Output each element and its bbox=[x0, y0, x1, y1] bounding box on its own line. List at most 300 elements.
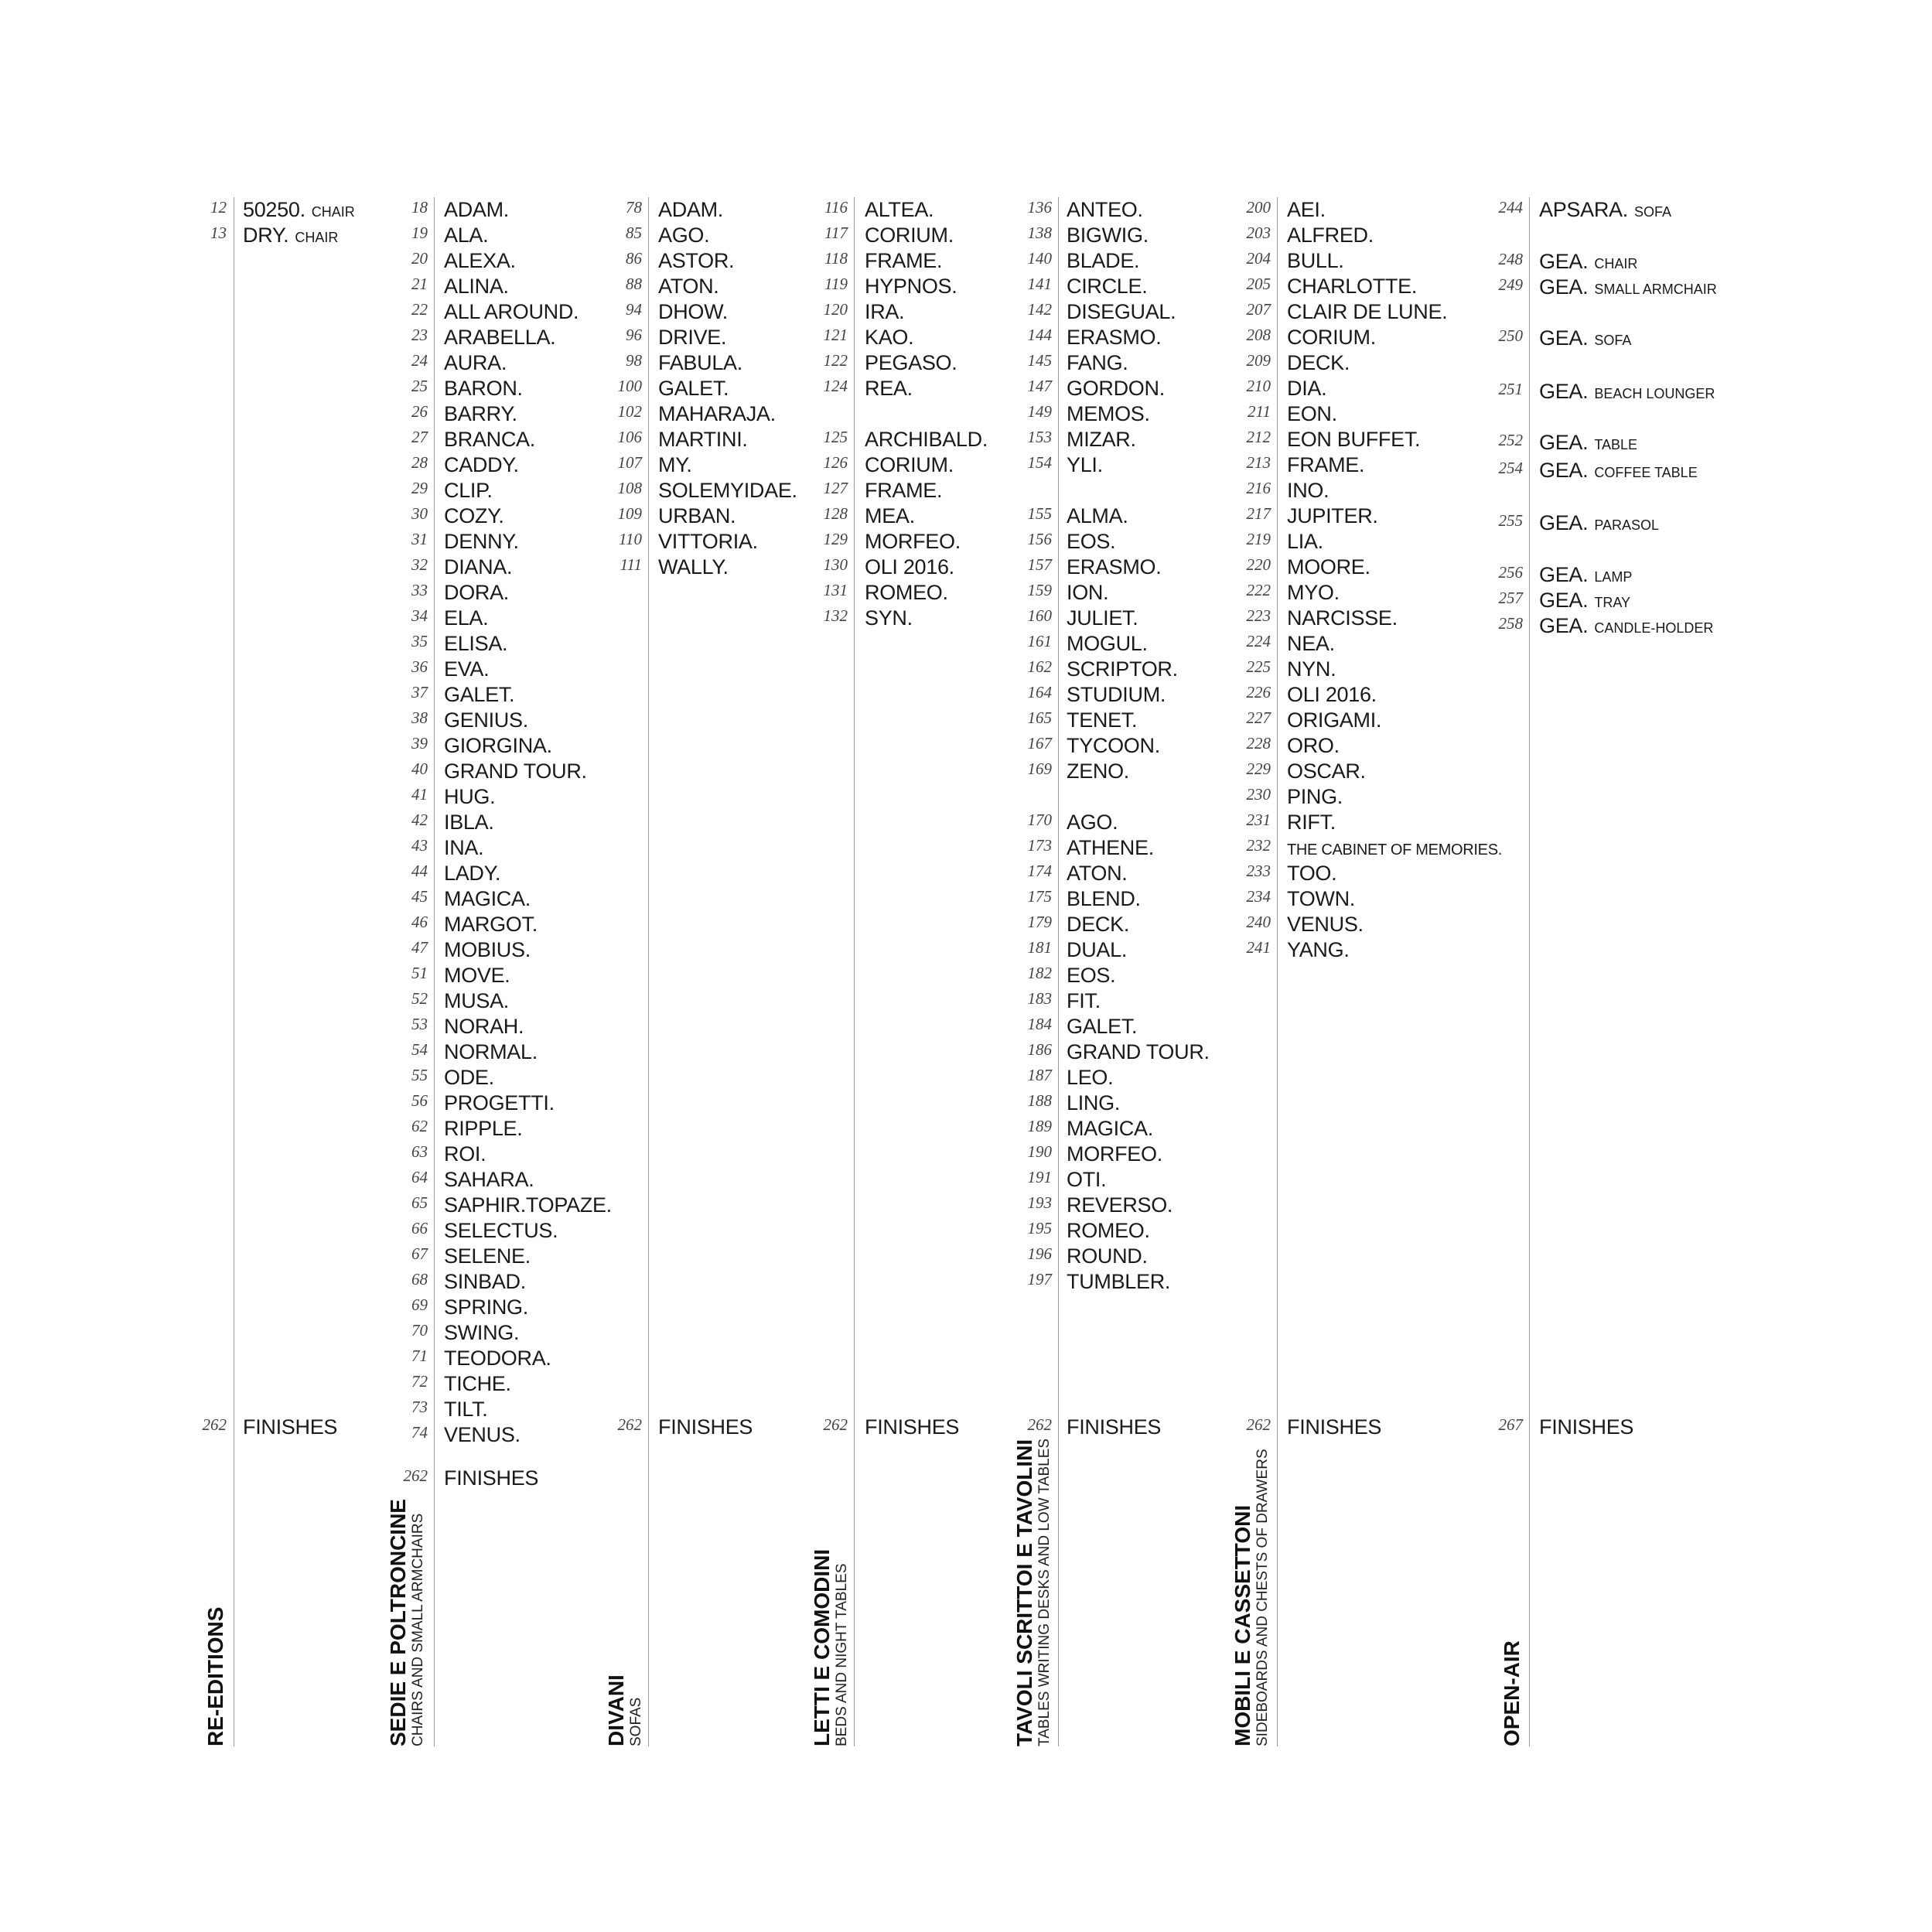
index-entry[interactable] bbox=[444, 784, 495, 810]
index-entry[interactable] bbox=[444, 1346, 551, 1371]
index-entry[interactable] bbox=[1067, 733, 1160, 759]
index-entry[interactable] bbox=[1067, 708, 1137, 733]
entry-type: LAMP bbox=[1594, 569, 1633, 585]
index-entry[interactable] bbox=[444, 1142, 486, 1167]
index-entry[interactable] bbox=[444, 708, 528, 733]
index-entry[interactable] bbox=[444, 1091, 555, 1116]
index-entry[interactable] bbox=[1287, 478, 1329, 503]
page-number: 157 bbox=[1027, 555, 1052, 574]
index-entry[interactable] bbox=[1287, 452, 1364, 478]
entry-name: OLI 2016. bbox=[1287, 683, 1377, 706]
index-entry[interactable] bbox=[658, 325, 726, 350]
page-number: 187 bbox=[1027, 1066, 1052, 1084]
index-entry[interactable] bbox=[444, 1422, 521, 1448]
index-entry[interactable] bbox=[658, 452, 692, 478]
section-title: MOBILI E CASSETTONI bbox=[1231, 1504, 1254, 1746]
index-entry[interactable] bbox=[444, 682, 514, 708]
index-entry[interactable] bbox=[658, 223, 709, 248]
page-number: 117 bbox=[824, 224, 848, 242]
index-entry[interactable] bbox=[444, 1065, 494, 1091]
index-entry[interactable] bbox=[865, 223, 954, 248]
index-entry[interactable] bbox=[1287, 759, 1366, 784]
entry-name: URBAN. bbox=[658, 504, 736, 527]
entry-name: MARTINI. bbox=[658, 428, 748, 451]
entry-name: ARABELLA. bbox=[444, 326, 556, 349]
entry-name: GIORGINA. bbox=[444, 734, 552, 757]
index-entry[interactable] bbox=[1287, 350, 1350, 376]
index-entry[interactable] bbox=[1067, 1244, 1148, 1269]
page-number: 120 bbox=[823, 300, 848, 319]
entry-name: SPRING. bbox=[444, 1295, 528, 1319]
index-entry[interactable] bbox=[1287, 784, 1343, 810]
index-entry[interactable] bbox=[1287, 197, 1326, 223]
index-entry[interactable] bbox=[1539, 197, 1671, 225]
entry-name: LIA. bbox=[1287, 530, 1323, 553]
page-number: 85 bbox=[626, 224, 642, 242]
index-entry[interactable] bbox=[1067, 350, 1128, 376]
entry-name: GENIUS. bbox=[444, 708, 528, 732]
page-number: 173 bbox=[1027, 836, 1052, 855]
index-entry[interactable] bbox=[444, 1244, 531, 1269]
section-title: DIVANI bbox=[604, 1674, 628, 1746]
index-entry[interactable] bbox=[444, 1167, 534, 1193]
index-entry[interactable] bbox=[444, 1218, 558, 1244]
page-number: 142 bbox=[1027, 300, 1052, 319]
page-number: 21 bbox=[411, 275, 428, 293]
index-entry[interactable] bbox=[658, 197, 723, 223]
entry-name: GEA. bbox=[1539, 431, 1589, 454]
index-entry[interactable] bbox=[865, 427, 988, 452]
page-number: 181 bbox=[1027, 938, 1052, 957]
index-entry[interactable] bbox=[1067, 886, 1141, 912]
entry-name: ADAM. bbox=[444, 198, 510, 221]
page-number: 46 bbox=[411, 913, 428, 931]
finishes-entry[interactable]: FINISHES bbox=[444, 1466, 539, 1490]
entry-type: BEACH LOUNGER bbox=[1594, 386, 1715, 401]
column-divider bbox=[434, 197, 435, 1746]
entry-name: ORO. bbox=[1287, 734, 1340, 757]
page-number: 51 bbox=[411, 964, 428, 982]
index-entry[interactable] bbox=[444, 988, 509, 1014]
index-entry[interactable] bbox=[658, 350, 742, 376]
page-number: 65 bbox=[411, 1193, 428, 1212]
entry-name: BARON. bbox=[444, 377, 523, 400]
index-entry[interactable] bbox=[444, 631, 507, 657]
index-entry[interactable] bbox=[1067, 657, 1178, 682]
index-entry[interactable] bbox=[865, 452, 954, 478]
finishes-entry[interactable]: FINISHES bbox=[865, 1415, 960, 1439]
index-entry[interactable] bbox=[1067, 1142, 1162, 1167]
entry-name: LING. bbox=[1067, 1091, 1121, 1114]
index-entry[interactable] bbox=[1067, 427, 1136, 452]
entry-name: NEA. bbox=[1287, 632, 1335, 655]
entry-name: SELECTUS. bbox=[444, 1219, 558, 1242]
index-entry[interactable] bbox=[1539, 430, 1637, 458]
index-entry[interactable] bbox=[444, 529, 519, 555]
page-number: 88 bbox=[626, 275, 642, 293]
entry-name: FRAME. bbox=[865, 479, 943, 502]
index-entry[interactable] bbox=[1067, 1269, 1170, 1295]
page-number: 210 bbox=[1246, 377, 1271, 395]
page-number: 33 bbox=[411, 581, 428, 599]
index-entry[interactable] bbox=[1067, 912, 1129, 937]
index-entry[interactable] bbox=[658, 376, 729, 401]
entry-type: SOFA bbox=[1594, 333, 1632, 348]
page-number: 252 bbox=[1498, 431, 1523, 449]
index-entry[interactable] bbox=[865, 580, 948, 606]
index-entry[interactable] bbox=[865, 606, 913, 631]
page-number: 42 bbox=[411, 811, 428, 829]
index-entry[interactable] bbox=[1287, 708, 1381, 733]
index-entry[interactable] bbox=[865, 274, 957, 299]
page-number: 248 bbox=[1498, 250, 1523, 268]
index-entry[interactable] bbox=[444, 937, 531, 963]
index-entry[interactable] bbox=[444, 1116, 522, 1142]
index-entry[interactable] bbox=[444, 1193, 612, 1218]
page-number: 230 bbox=[1246, 785, 1271, 804]
page-number: 256 bbox=[1498, 563, 1523, 582]
page-number: 54 bbox=[411, 1040, 428, 1059]
entry-name: WALLY. bbox=[658, 555, 729, 579]
index-entry[interactable] bbox=[1067, 1014, 1137, 1039]
index-entry[interactable] bbox=[865, 248, 942, 274]
entry-name: CORIUM. bbox=[865, 453, 954, 476]
index-entry[interactable] bbox=[444, 427, 535, 452]
index-entry[interactable] bbox=[1287, 555, 1370, 580]
index-entry[interactable] bbox=[444, 223, 488, 248]
entry-name: EVA. bbox=[444, 657, 490, 681]
index-entry[interactable] bbox=[1067, 1116, 1153, 1142]
index-entry[interactable] bbox=[1539, 326, 1631, 353]
index-entry[interactable] bbox=[865, 376, 913, 401]
index-entry[interactable] bbox=[1067, 1065, 1113, 1091]
index-entry[interactable] bbox=[1067, 274, 1147, 299]
entry-name: YLI. bbox=[1067, 453, 1103, 476]
index-entry[interactable] bbox=[1067, 988, 1101, 1014]
page-number: 34 bbox=[411, 606, 428, 625]
index-entry[interactable] bbox=[1067, 248, 1139, 274]
index-entry[interactable] bbox=[444, 555, 512, 580]
index-entry[interactable] bbox=[1067, 529, 1115, 555]
page-number: 96 bbox=[626, 326, 642, 344]
index-entry[interactable] bbox=[1067, 963, 1115, 988]
entry-name: BULL. bbox=[1287, 249, 1344, 272]
finishes-entry[interactable]: FINISHES bbox=[1287, 1415, 1382, 1439]
index-entry[interactable] bbox=[1067, 299, 1176, 325]
page-number: 62 bbox=[411, 1117, 428, 1135]
page-number: 26 bbox=[411, 402, 428, 421]
entry-name: OLI 2016. bbox=[865, 555, 954, 579]
index-entry[interactable] bbox=[658, 503, 736, 529]
index-entry[interactable] bbox=[444, 197, 509, 223]
page-number: 234 bbox=[1246, 887, 1271, 906]
index-entry[interactable] bbox=[1067, 223, 1149, 248]
finishes-entry[interactable]: FINISHES bbox=[658, 1415, 753, 1439]
index-entry[interactable] bbox=[1287, 299, 1447, 325]
page-number: 29 bbox=[411, 479, 428, 497]
page-number: 55 bbox=[411, 1066, 428, 1084]
index-entry[interactable] bbox=[1067, 1193, 1173, 1218]
page-number: 107 bbox=[617, 453, 642, 472]
entry-name: DISEGUAL. bbox=[1067, 300, 1176, 323]
entry-name: AGO. bbox=[658, 224, 710, 247]
index-entry[interactable] bbox=[1067, 376, 1165, 401]
entry-type: COFFEE TABLE bbox=[1594, 465, 1698, 480]
page-number: 154 bbox=[1027, 453, 1052, 472]
entry-name: DRIVE. bbox=[658, 326, 727, 349]
entry-name: AURA. bbox=[444, 351, 507, 374]
index-entry[interactable] bbox=[243, 223, 338, 251]
index-entry[interactable] bbox=[1287, 401, 1337, 427]
page-number: 222 bbox=[1246, 581, 1271, 599]
index-entry[interactable] bbox=[444, 810, 494, 835]
page-number: 20 bbox=[411, 249, 428, 268]
entry-name: ROMEO. bbox=[1067, 1219, 1150, 1242]
page-number: 94 bbox=[626, 300, 642, 319]
page-number: 174 bbox=[1027, 862, 1052, 880]
entry-name: DENNY. bbox=[444, 530, 519, 553]
index-entry[interactable] bbox=[1287, 682, 1377, 708]
index-entry[interactable] bbox=[865, 197, 934, 223]
index-entry[interactable] bbox=[1287, 223, 1374, 248]
index-entry[interactable] bbox=[1067, 1167, 1106, 1193]
index-entry[interactable] bbox=[658, 555, 729, 580]
index-entry[interactable] bbox=[444, 606, 488, 631]
index-entry[interactable] bbox=[444, 912, 538, 937]
index-entry[interactable] bbox=[865, 299, 904, 325]
index-entry[interactable] bbox=[1067, 555, 1161, 580]
index-entry[interactable] bbox=[444, 1397, 488, 1422]
index-entry[interactable] bbox=[658, 427, 748, 452]
index-entry[interactable] bbox=[444, 299, 579, 325]
index-entry[interactable] bbox=[1067, 325, 1161, 350]
index-entry[interactable] bbox=[1287, 248, 1344, 274]
entry-name: YANG. bbox=[1287, 938, 1350, 961]
entry-name: DIANA. bbox=[444, 555, 513, 579]
index-entry[interactable] bbox=[1287, 657, 1336, 682]
entry-name: SAPHIR.TOPAZE. bbox=[444, 1193, 612, 1217]
index-entry[interactable] bbox=[1287, 912, 1364, 937]
index-entry[interactable] bbox=[1287, 376, 1326, 401]
index-entry[interactable] bbox=[1287, 835, 1502, 863]
index-entry[interactable] bbox=[1287, 427, 1420, 452]
index-entry[interactable] bbox=[865, 529, 961, 555]
index-entry[interactable] bbox=[1287, 886, 1355, 912]
index-entry[interactable] bbox=[1287, 631, 1335, 657]
index-entry[interactable] bbox=[1067, 580, 1108, 606]
index-entry[interactable] bbox=[658, 274, 719, 299]
index-entry[interactable] bbox=[1287, 810, 1336, 835]
index-entry[interactable] bbox=[658, 248, 734, 274]
page-number: 144 bbox=[1027, 326, 1052, 344]
page-number: 64 bbox=[411, 1168, 428, 1186]
index-entry[interactable] bbox=[1067, 937, 1127, 963]
index-entry[interactable] bbox=[444, 376, 523, 401]
page-number: 233 bbox=[1246, 862, 1271, 880]
index-entry[interactable] bbox=[444, 452, 519, 478]
entry-name: GEA. bbox=[1539, 614, 1589, 637]
entry-name: FIT. bbox=[1067, 989, 1101, 1012]
index-entry[interactable] bbox=[1287, 733, 1340, 759]
index-entry[interactable] bbox=[444, 580, 509, 606]
page-number: 68 bbox=[411, 1270, 428, 1289]
entry-name: THE CABINET OF MEMORIES. bbox=[1287, 841, 1503, 858]
index-entry[interactable] bbox=[1287, 606, 1398, 631]
page-number: 240 bbox=[1246, 913, 1271, 931]
index-entry[interactable] bbox=[658, 529, 758, 555]
finishes-entry[interactable]: FINISHES bbox=[243, 1415, 338, 1439]
entry-name: TOO. bbox=[1287, 862, 1337, 885]
index-entry[interactable] bbox=[1539, 379, 1715, 407]
index-entry[interactable] bbox=[1067, 606, 1138, 631]
index-entry[interactable] bbox=[444, 274, 509, 299]
index-entry[interactable] bbox=[444, 657, 489, 682]
index-entry[interactable] bbox=[444, 1014, 524, 1039]
index-entry[interactable] bbox=[1067, 401, 1150, 427]
entry-name: DUAL. bbox=[1067, 938, 1128, 961]
page-number: 74 bbox=[411, 1423, 428, 1442]
page-number: 216 bbox=[1246, 479, 1271, 497]
page-number: 100 bbox=[617, 377, 642, 395]
page-number: 161 bbox=[1027, 632, 1052, 650]
index-entry[interactable] bbox=[658, 478, 797, 503]
index-entry[interactable] bbox=[1287, 325, 1376, 350]
index-entry[interactable] bbox=[444, 401, 517, 427]
index-entry[interactable] bbox=[1539, 275, 1717, 302]
index-entry[interactable] bbox=[1539, 510, 1659, 538]
index-entry[interactable] bbox=[444, 835, 483, 861]
page-number: 159 bbox=[1027, 581, 1052, 599]
index-entry[interactable] bbox=[444, 503, 504, 529]
index-entry[interactable] bbox=[444, 350, 507, 376]
page-number: 35 bbox=[411, 632, 428, 650]
index-entry[interactable] bbox=[1067, 1218, 1150, 1244]
index-entry[interactable] bbox=[444, 1295, 528, 1320]
index-entry[interactable] bbox=[658, 401, 776, 427]
index-entry[interactable] bbox=[444, 1320, 519, 1346]
index-entry[interactable] bbox=[1067, 452, 1103, 478]
index-entry[interactable] bbox=[1539, 562, 1632, 590]
finishes-entry[interactable]: FINISHES bbox=[1067, 1415, 1162, 1439]
page-number: 125 bbox=[823, 428, 848, 446]
page-number: 228 bbox=[1246, 734, 1271, 753]
page-number: 63 bbox=[411, 1142, 428, 1161]
index-entry[interactable] bbox=[1067, 835, 1154, 861]
page-number: 164 bbox=[1027, 683, 1052, 701]
index-entry[interactable] bbox=[1287, 937, 1350, 963]
entry-name: STUDIUM. bbox=[1067, 683, 1166, 706]
entry-name: ZENO. bbox=[1067, 759, 1130, 783]
page-number: 189 bbox=[1027, 1117, 1052, 1135]
entry-name: ANTEO. bbox=[1067, 198, 1143, 221]
entry-name: CLAIR DE LUNE. bbox=[1287, 300, 1448, 323]
index-entry[interactable] bbox=[1067, 682, 1166, 708]
index-entry[interactable] bbox=[865, 555, 954, 580]
finishes-entry[interactable]: FINISHES bbox=[1539, 1415, 1634, 1439]
page-number: 108 bbox=[617, 479, 642, 497]
index-entry[interactable] bbox=[658, 299, 728, 325]
entry-name: EON. bbox=[1287, 402, 1337, 425]
page-number: 211 bbox=[1248, 402, 1271, 421]
index-entry[interactable] bbox=[444, 325, 555, 350]
index-entry[interactable] bbox=[1067, 503, 1128, 529]
index-entry[interactable] bbox=[865, 478, 942, 503]
index-entry[interactable] bbox=[1067, 197, 1143, 223]
page-number: 145 bbox=[1027, 351, 1052, 370]
page-number: 207 bbox=[1246, 300, 1271, 319]
entry-name: MARGOT. bbox=[444, 913, 538, 936]
index-entry[interactable] bbox=[444, 248, 516, 274]
index-entry[interactable] bbox=[444, 733, 552, 759]
entry-name: EOS. bbox=[1067, 964, 1116, 987]
entry-name: SYN. bbox=[865, 606, 913, 630]
entry-name: ALINA. bbox=[444, 275, 509, 298]
index-entry[interactable] bbox=[1539, 588, 1630, 616]
entry-name: GEA. bbox=[1539, 250, 1589, 273]
index-entry[interactable] bbox=[865, 503, 915, 529]
index-entry[interactable] bbox=[1067, 631, 1148, 657]
index-entry[interactable] bbox=[444, 963, 510, 988]
index-entry[interactable] bbox=[444, 1269, 526, 1295]
column-divider bbox=[854, 197, 855, 1746]
index-entry[interactable] bbox=[444, 759, 587, 784]
entry-name: SAHARA. bbox=[444, 1168, 534, 1191]
entry-name: CHARLOTTE. bbox=[1287, 275, 1418, 298]
index-entry[interactable] bbox=[1067, 1091, 1120, 1116]
index-entry[interactable] bbox=[1287, 503, 1378, 529]
section-title: SEDIE E POLTRONCINE bbox=[386, 1499, 410, 1746]
index-entry[interactable] bbox=[1287, 580, 1340, 606]
entry-name: GRAND TOUR. bbox=[1067, 1040, 1210, 1063]
entry-name: ARCHIBALD. bbox=[865, 428, 988, 451]
index-entry[interactable] bbox=[865, 325, 913, 350]
index-entry[interactable] bbox=[444, 1371, 511, 1397]
entry-name: FABULA. bbox=[658, 351, 742, 374]
index-entry[interactable] bbox=[444, 886, 531, 912]
index-entry[interactable] bbox=[444, 861, 500, 886]
finishes-page-number: 262 bbox=[403, 1466, 428, 1485]
index-entry[interactable] bbox=[1067, 810, 1118, 835]
index-entry[interactable] bbox=[1287, 529, 1323, 555]
page-number: 131 bbox=[823, 581, 848, 599]
index-entry[interactable] bbox=[243, 197, 355, 225]
index-entry[interactable] bbox=[1067, 759, 1129, 784]
entry-name: EON BUFFET. bbox=[1287, 428, 1421, 451]
entry-name: JUPITER. bbox=[1287, 504, 1378, 527]
section-subtitle: CHAIRS AND SMALL ARMCHAIRS bbox=[410, 1513, 426, 1746]
index-entry[interactable] bbox=[1287, 861, 1336, 886]
section-title: LETTI E COMODINI bbox=[810, 1548, 834, 1746]
entry-name: CORIUM. bbox=[865, 224, 954, 247]
index-entry[interactable] bbox=[1539, 613, 1713, 641]
page-number: 106 bbox=[617, 428, 642, 446]
entry-name: DHOW. bbox=[658, 300, 728, 323]
index-entry[interactable] bbox=[1539, 458, 1698, 486]
index-entry[interactable] bbox=[444, 1039, 538, 1065]
entry-name: DRY. bbox=[243, 224, 289, 247]
entry-name: ALA. bbox=[444, 224, 489, 247]
index-entry[interactable] bbox=[1067, 1039, 1210, 1065]
index-entry[interactable] bbox=[1539, 249, 1637, 277]
index-entry[interactable] bbox=[1287, 274, 1417, 299]
entry-name: MAGICA. bbox=[444, 887, 531, 910]
page-number: 66 bbox=[411, 1219, 428, 1237]
page-number: 132 bbox=[823, 606, 848, 625]
index-entry[interactable] bbox=[1067, 861, 1128, 886]
index-entry[interactable] bbox=[865, 350, 957, 376]
entry-name: SOLEMYIDAE. bbox=[658, 479, 797, 502]
index-entry[interactable] bbox=[444, 478, 493, 503]
